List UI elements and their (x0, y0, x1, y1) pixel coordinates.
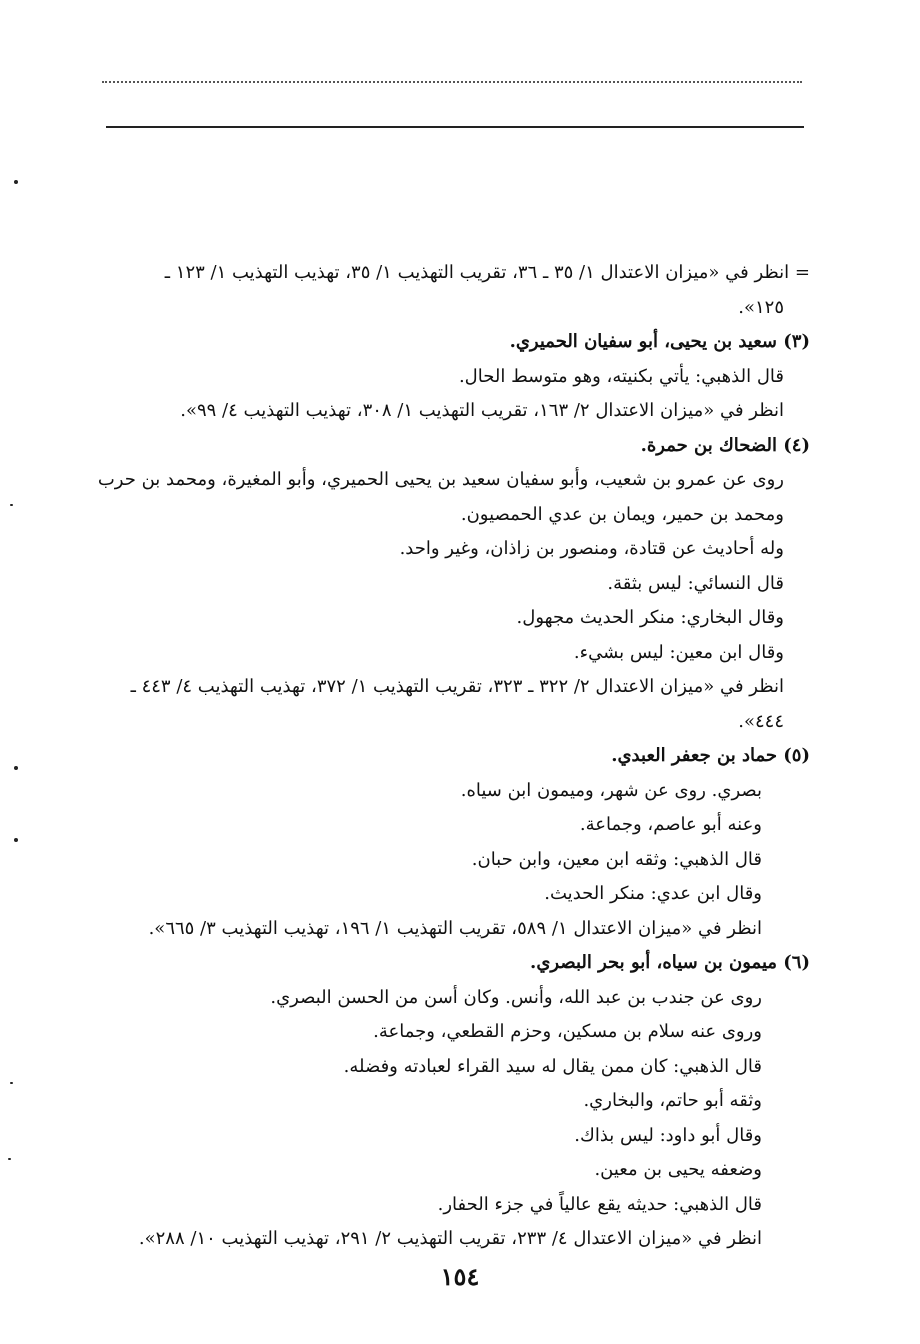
margin-speck (8, 1158, 11, 1160)
dotted-separator (102, 81, 802, 83)
page-number: ١٥٤ (440, 1262, 480, 1291)
footnote-line: روى عن عمرو بن شعيب، وأبو سفيان سعيد بن يحيى الحميري، وأبو المغيرة، ومحمد بن حرب (97, 469, 784, 490)
margin-speck (10, 504, 13, 506)
footnote-line: انظر في «ميزان الاعتدال ٤/ ٢٣٣، تقريب التهذيب ٢/ ٢٩١، تهذيب التهذيب ١٠/ ٢٨٨». (138, 1228, 762, 1249)
footnote-line: وقال ابن عدي: منكر الحديث. (544, 883, 762, 904)
footnote-line: وقال البخاري: منكر الحديث مجهول. (516, 607, 784, 628)
margin-speck (14, 766, 18, 770)
footnote-line: وروى عنه سلام بن مسكين، وحزم القطعي، وجماعة. (373, 1021, 762, 1042)
footnote-line: انظر في «ميزان الاعتدال ١/ ٥٨٩، تقريب التهذيب ١/ ١٩٦، تهذيب التهذيب ٣/ ٦٦٥». (148, 917, 762, 939)
margin-speck (14, 180, 18, 184)
footnote-line: وقال أبو داود: ليس بذاك. (574, 1124, 762, 1146)
footnote-heading: (٦) ميمون بن سياه، أبو بحر البصري. (530, 952, 810, 973)
margin-speck (14, 838, 18, 842)
footnote-separator-rule (106, 126, 804, 128)
footnote-line: روى عن جندب بن عبد الله، وأنس. وكان أسن من الحسن البصري. (270, 986, 762, 1008)
footnote-line: وضعفه يحيى بن معين. (594, 1159, 762, 1180)
footnote-line: = انظر في «ميزان الاعتدال ١/ ٣٥ ـ ٣٦، تقريب التهذيب ١/ ٣٥، تهذيب التهذيب ١/ ١٢٣ ـ (164, 262, 810, 283)
footnote-line: وثقه أبو حاتم، والبخاري. (583, 1090, 762, 1111)
footnote-line: بصري. روى عن شهر، وميمون ابن سياه. (460, 779, 762, 801)
margin-speck (10, 1082, 13, 1084)
footnotes-block (95, 256, 810, 1257)
footnote-line: وقال ابن معين: ليس بشيء. (573, 641, 784, 663)
footnote-line: وله أحاديث عن قتادة، ومنصور بن زاذان، وغير واحد. (399, 538, 784, 559)
footnote-line: قال الذهبي: يأتي بكنيته، وهو متوسط الحال. (458, 365, 784, 387)
footnote-line: انظر في «ميزان الاعتدال ٢/ ٣٢٢ ـ ٣٢٣، تقريب التهذيب ١/ ٣٧٢، تهذيب التهذيب ٤/ ٤٤٣ ـ (130, 676, 784, 697)
footnote-line: قال الذهبي: كان ممن يقال له سيد القراء لعبادته وفضله. (343, 1055, 762, 1077)
footnote-line: انظر في «ميزان الاعتدال ٢/ ١٦٣، تقريب التهذيب ١/ ٣٠٨، تهذيب التهذيب ٤/ ٩٩». (180, 400, 784, 421)
footnote-line: ١٢٥». (738, 296, 784, 318)
footnote-line: ومحمد بن حمير، ويمان بن عدي الحمصيون. (460, 503, 784, 525)
footnote-line: ٤٤٤». (738, 710, 784, 732)
footnote-heading: (٤) الضحاك بن حمرة. (640, 434, 810, 456)
footnote-heading: (٣) سعيد بن يحيى، أبو سفيان الحميري. (509, 331, 810, 352)
footnote-line: قال النسائي: ليس بثقة. (607, 572, 784, 594)
footnote-line: قال الذهبي: حديثه يقع عالياً في جزء الحفار. (437, 1193, 762, 1215)
footnote-line: قال الذهبي: وثقه ابن معين، وابن حبان. (471, 848, 762, 870)
footnote-heading: (٥) حماد بن جعفر العبدي. (611, 745, 810, 766)
footnote-line: وعنه أبو عاصم، وجماعة. (579, 814, 762, 835)
